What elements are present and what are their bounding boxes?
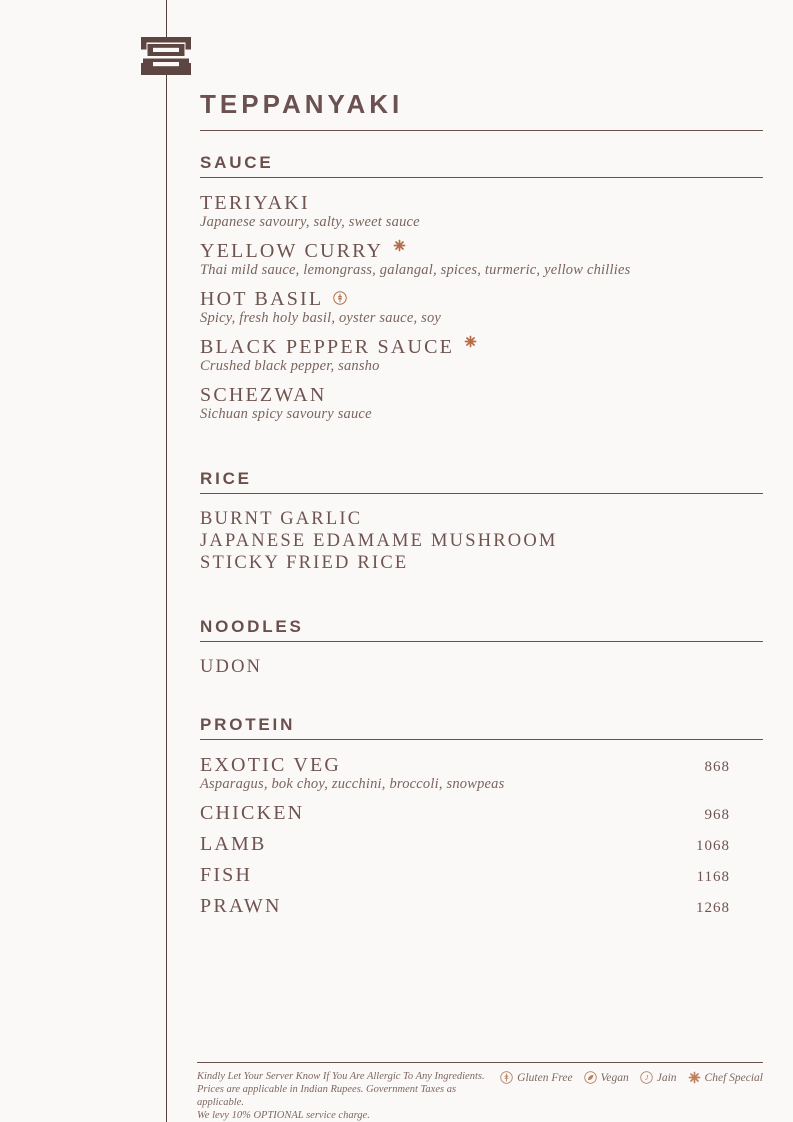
- section-title: RICE: [200, 469, 252, 488]
- menu-item-description: Crushed black pepper, sansho: [200, 358, 380, 374]
- jain-icon: [640, 1071, 653, 1084]
- section-title: SAUCE: [200, 153, 274, 172]
- menu-item-row: [200, 802, 763, 824]
- menu-item: [200, 288, 763, 327]
- chef-special-icon: [393, 239, 406, 252]
- menu-item-name: JAPANESE EDAMAME MUSHROOM: [200, 531, 558, 551]
- footer-allergy-note: Kindly Let Your Server Know If You Are Allergic To Any Ingredients.: [197, 1071, 485, 1082]
- menu-item-name: CHICKEN: [200, 802, 305, 824]
- menu-item-row: [200, 656, 763, 678]
- menu-item-row: [200, 508, 763, 530]
- menu-item: [200, 508, 763, 530]
- legend-item-jain: [640, 1071, 677, 1084]
- section-title: PROTEIN: [200, 715, 296, 734]
- menu-section-rice: [200, 469, 763, 574]
- chef-special-icon: [464, 335, 477, 348]
- footer: [197, 1062, 763, 1122]
- menu-item-row: [200, 552, 763, 574]
- section-items: [200, 508, 763, 574]
- menu-item-row: [200, 530, 763, 552]
- gluten-free-icon: [333, 291, 347, 305]
- section-items: [200, 754, 763, 917]
- gluten-free-icon: [500, 1071, 513, 1084]
- menu-item-row: [200, 288, 763, 310]
- menu-item-name: PRAWN: [200, 895, 282, 917]
- footer-notes: [197, 1070, 500, 1122]
- section-rule: [200, 739, 763, 740]
- page-title: TEPPANYAKI: [200, 89, 404, 119]
- menu-item: [200, 192, 763, 231]
- menu-item: [200, 240, 763, 279]
- footer-rule: [197, 1062, 763, 1063]
- chef-special-icon: [688, 1071, 701, 1084]
- menu-item-price: 1168: [696, 869, 730, 885]
- left-vertical-rule: [166, 0, 167, 1122]
- menu-item: [200, 754, 763, 793]
- menu-item-name: FISH: [200, 864, 253, 886]
- footer-tax-note: Prices are applicable in Indian Rupees. Government Taxes as applicable.: [197, 1084, 457, 1108]
- section-rule: [200, 641, 763, 642]
- dietary-legend: [500, 1071, 763, 1084]
- menu-item: [200, 833, 763, 855]
- menu-item-name: BLACK PEPPER SAUCE: [200, 336, 455, 358]
- brand-logo-icon: [141, 37, 191, 75]
- menu-item-price: 1268: [696, 900, 730, 916]
- svg-text:J: J: [644, 1073, 649, 1083]
- menu-item-name: LAMB: [200, 833, 267, 855]
- footer-content: [197, 1070, 763, 1122]
- menu-item-name: STICKY FRIED RICE: [200, 553, 409, 573]
- menu-item-row: [200, 864, 763, 886]
- menu-item-row: [200, 240, 763, 262]
- menu-item-row: [200, 336, 763, 358]
- title-rule: [200, 130, 763, 131]
- menu-item-price: 868: [704, 759, 730, 775]
- menu-item-row: [200, 833, 763, 855]
- legend-item-gluten-free: [500, 1071, 572, 1084]
- menu-item-row: [200, 895, 763, 917]
- menu-item: [200, 336, 763, 375]
- menu-item-name: BURNT GARLIC: [200, 509, 363, 529]
- menu-sections: [200, 153, 763, 917]
- menu-item-name: YELLOW CURRY: [200, 240, 384, 262]
- footer-service-note: We levy 10% OPTIONAL service charge.: [197, 1110, 370, 1121]
- menu-item-row: [200, 384, 763, 406]
- menu-item-name: UDON: [200, 657, 263, 677]
- menu-item-price: 968: [704, 807, 730, 823]
- section-rule: [200, 177, 763, 178]
- menu-item-description: Sichuan spicy savoury sauce: [200, 406, 372, 422]
- menu-item-description: Thai mild sauce, lemongrass, galangal, spices, turmeric, yellow chillies: [200, 262, 631, 278]
- menu-item-name: TERIYAKI: [200, 192, 310, 214]
- legend-item-chef-special: [688, 1071, 763, 1084]
- menu-item-price: 1068: [696, 838, 730, 854]
- menu-item-description: Japanese savoury, salty, sweet sauce: [200, 214, 420, 230]
- section-items: [200, 192, 763, 423]
- menu-section-protein: [200, 715, 763, 917]
- section-title: NOODLES: [200, 617, 304, 636]
- section-rule: [200, 493, 763, 494]
- menu-item-name: HOT BASIL: [200, 288, 324, 310]
- menu-item-row: [200, 754, 763, 776]
- legend-item-vegan: [584, 1071, 629, 1084]
- menu-item-row: [200, 192, 763, 214]
- legend-label: Vegan: [600, 1071, 629, 1084]
- menu-item-name: EXOTIC VEG: [200, 754, 342, 776]
- menu-section-noodles: [200, 617, 763, 678]
- menu-item: [200, 656, 763, 678]
- menu-item-name: SCHEZWAN: [200, 384, 327, 406]
- brand-logo: [141, 37, 191, 75]
- menu-item: [200, 802, 763, 824]
- menu-section-sauce: [200, 153, 763, 423]
- menu-item: [200, 384, 763, 423]
- menu-item-description: Asparagus, bok choy, zucchini, broccoli, snowpeas: [200, 776, 505, 792]
- menu-content: [200, 0, 763, 926]
- section-items: [200, 656, 763, 678]
- legend-label: Gluten Free: [517, 1071, 573, 1084]
- vegan-icon: [584, 1071, 597, 1084]
- menu-item-description: Spicy, fresh holy basil, oyster sauce, soy: [200, 310, 442, 326]
- menu-item: [200, 530, 763, 552]
- menu-item: [200, 552, 763, 574]
- legend-label: Jain: [656, 1071, 677, 1084]
- legend-label: Chef Special: [704, 1071, 763, 1084]
- menu-item: [200, 895, 763, 917]
- menu-item: [200, 864, 763, 886]
